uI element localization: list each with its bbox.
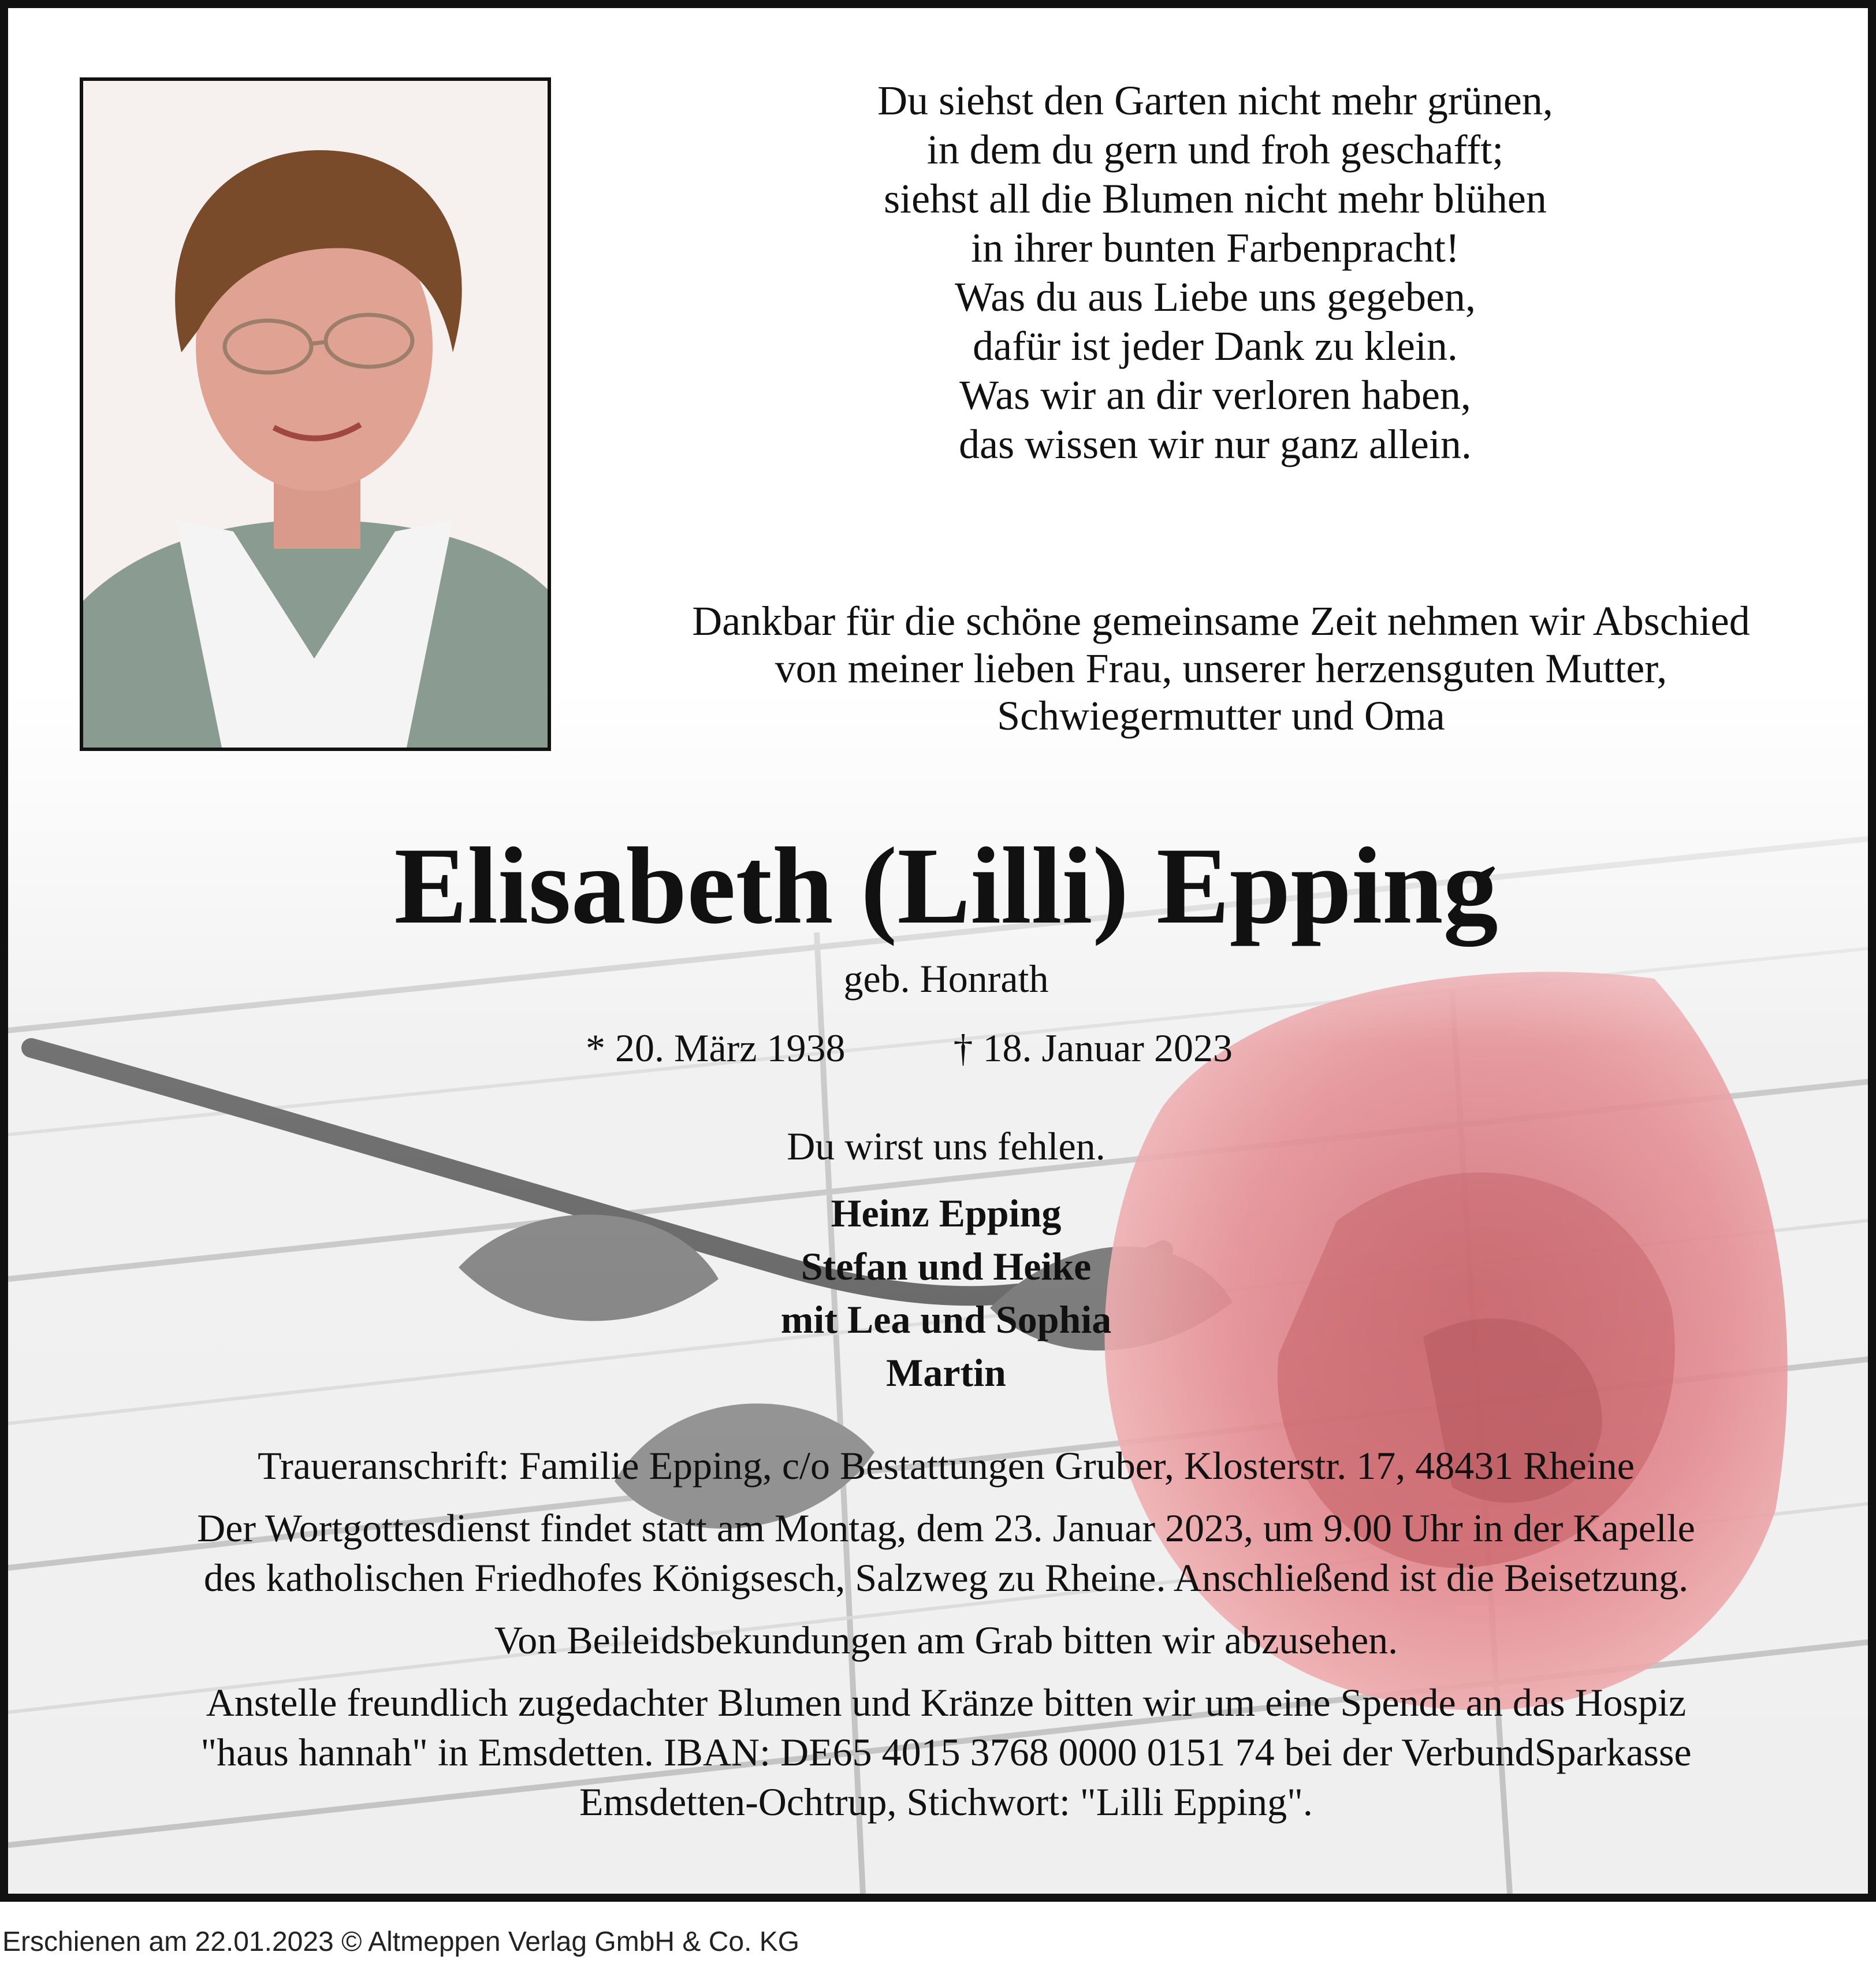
deceased-name: Elisabeth (Lilli) Epping	[394, 826, 1498, 947]
mourner: Stefan und Heike	[801, 1244, 1092, 1288]
maiden-name: geb. Honrath	[843, 957, 1049, 1001]
condolence-note: Von Beileidsbekundungen am Grab bitten wir abzusehen.	[494, 1618, 1398, 1662]
poem-line: Was du aus Liebe uns gegeben,	[955, 274, 1476, 320]
poem	[620, 76, 1810, 469]
poem-line: das wissen wir nur ganz allein.	[959, 421, 1472, 467]
mourners-list	[8, 1187, 1876, 1399]
intro-line: Dankbar für die schöne gemeinsame Zeit nehmen wir Abschied	[692, 598, 1750, 644]
donation-line: Anstelle freundlich zugedachter Blumen und Kränze bitten wir um eine Spende an das Hospiz	[206, 1680, 1687, 1724]
farewell-intro	[563, 597, 1876, 739]
portrait-photo	[80, 77, 551, 751]
poem-line: siehst all die Blumen nicht mehr blühen	[884, 176, 1547, 222]
poem-line: in ihrer bunten Farbenpracht!	[971, 225, 1460, 271]
poem-line: Du siehst den Garten nicht mehr grünen,	[877, 77, 1553, 124]
life-dates	[586, 1025, 1233, 1071]
birth-date: * 20. März 1938	[586, 1026, 846, 1070]
poem-line: Was wir an dir verloren haben,	[959, 372, 1471, 418]
death-date: † 18. Januar 2023	[953, 1026, 1233, 1070]
service-line: des katholischen Friedhofes Königsesch, Salzweg zu Rheine. Anschließend ist die Beisetzung.	[203, 1556, 1689, 1600]
poem-line: dafür ist jeder Dank zu klein.	[973, 323, 1458, 369]
publication-footer: Erschienen am 22.01.2023 © Altmeppen Verlag GmbH & Co. KG	[2, 1927, 800, 1957]
service-line: Der Wortgottesdienst findet statt am Montag, dem 23. Januar 2023, um 9.00 Uhr in der Kapelle	[197, 1506, 1695, 1550]
poem-line: in dem du gern und froh geschafft;	[926, 127, 1504, 173]
mourner: Heinz Epping	[831, 1191, 1062, 1235]
intro-line: von meiner lieben Frau, unserer herzensguten Mutter,	[775, 645, 1667, 691]
mourner: Martin	[886, 1351, 1006, 1395]
farewell-line: Du wirst uns fehlen.	[787, 1124, 1106, 1168]
mourning-address: Traueranschrift: Familie Epping, c/o Bestattungen Gruber, Klosterstr. 17, 48431 Rheine	[258, 1444, 1635, 1488]
mourner: mit Lea und Sophia	[780, 1297, 1112, 1341]
intro-line: Schwiegermutter und Oma	[997, 693, 1445, 739]
donation-line: Emsdetten-Ochtrup, Stichwort: "Lilli Epping".	[579, 1780, 1313, 1824]
funeral-info	[43, 1441, 1849, 1827]
donation-line: "haus hannah" in Emsdetten. IBAN: DE65 4015 3768 0000 0151 74 bei der VerbundSparkasse	[200, 1730, 1692, 1774]
